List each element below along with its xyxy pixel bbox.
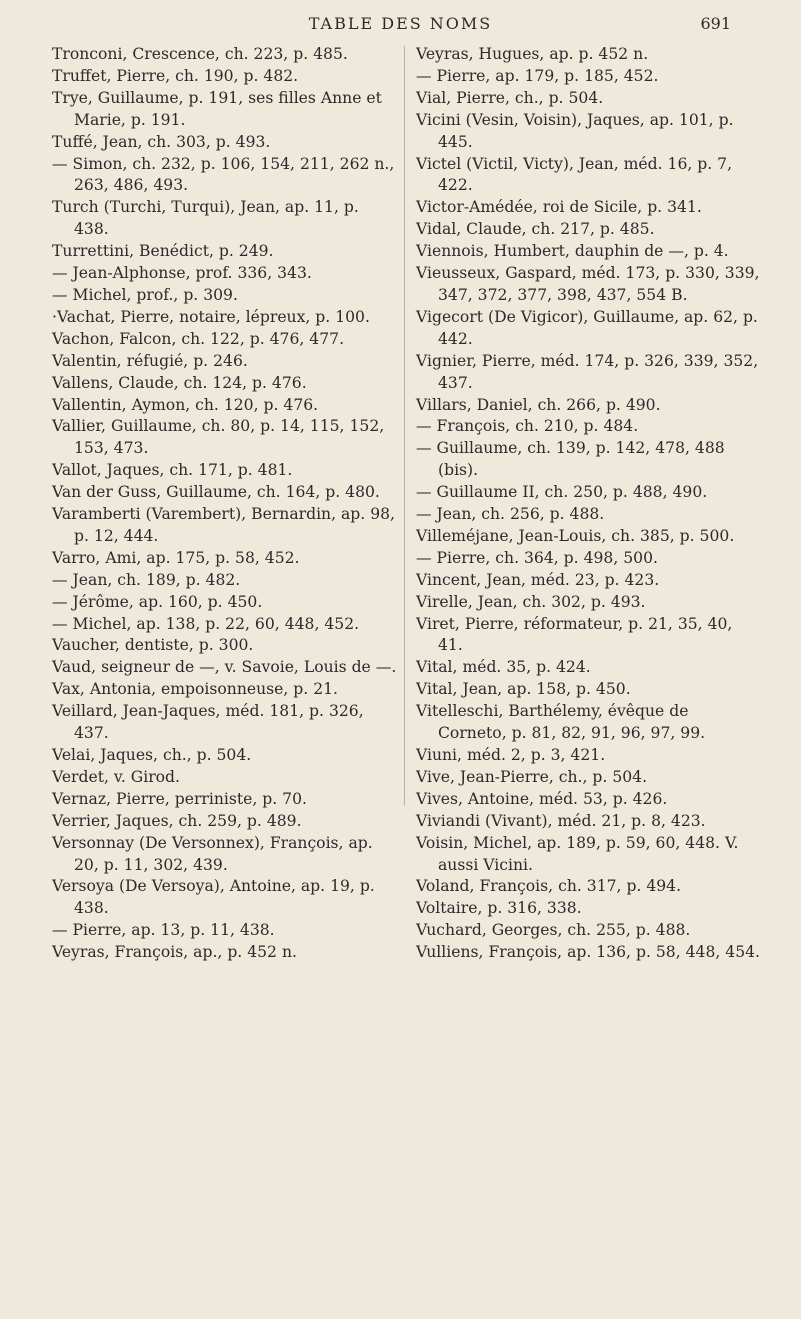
index-entry: Tuffé, Jean, ch. 303, p. 493. — [52, 132, 271, 151]
index-entry: — Jean-Alphonse, prof. 336, 343. — [52, 264, 312, 283]
index-entry: Trye, Guillaume, p. 191, ses filles Anne et Marie, p. 191. — [52, 88, 382, 129]
index-entry: Vidal, Claude, ch. 217, p. 485. — [416, 220, 655, 239]
index-entry: — Guillaume II, ch. 250, p. 488, 490. — [416, 483, 708, 502]
index-entry: Varamberti (Varembert), Bernardin, ap. 98, p. 12, 444. — [52, 505, 396, 545]
index-entry: Voland, François, ch. 317, p. 494. — [416, 877, 682, 896]
index-entry: Tronconi, Crescence, ch. 223, p. 485. — [52, 45, 348, 63]
index-entry: — Pierre, ch. 364, p. 498, 500. — [416, 548, 658, 567]
index-entry: Turch (Turchi, Turqui), Jean, ap. 11, p. 438. — [52, 198, 359, 239]
index-entry: Vallentin, Aymon, ch. 120, p. 476. — [52, 395, 319, 414]
index-entry: Viviandi (Vivant), méd. 21, p. 8, 423. — [416, 811, 706, 830]
index-entry: Vital, Jean, ap. 158, p. 450. — [416, 680, 631, 699]
index-entry: — Jérôme, ap. 160, p. 450. — [52, 592, 263, 611]
index-entry: Vive, Jean-Pierre, ch., p. 504. — [416, 767, 648, 786]
index-entry: — François, ch. 210, p. 484. — [416, 417, 639, 436]
index-entry: Vicini (Vesin, Voisin), Jaques, ap. 101, p. 445. — [416, 110, 734, 151]
index-entry: — Pierre, ap. 179, p. 185, 452. — [416, 66, 659, 85]
left-column — [52, 44, 397, 964]
index-entry: Voltaire, p. 316, 338. — [416, 899, 582, 918]
index-entry: — Michel, ap. 138, p. 22, 60, 448, 452. — [52, 614, 360, 633]
index-entry: Viennois, Humbert, dauphin de —, p. 4. — [416, 242, 729, 261]
index-entry: Victel (Victil, Victy), Jean, méd. 16, p. 7, 422. — [416, 154, 733, 195]
index-entry: Truffet, Pierre, ch. 190, p. 482. — [52, 66, 299, 85]
index-entry: Veillard, Jean-Jaques, méd. 181, p. 326, 437. — [52, 702, 364, 743]
index-entry: Vulliens, François, ap. 136, p. 58, 448, 454. — [416, 943, 761, 962]
index-entry: Varro, Ami, ap. 175, p. 58, 452. — [52, 548, 300, 567]
index-entry: Villars, Daniel, ch. 266, p. 490. — [416, 395, 661, 414]
index-entry: Valentin, réfugié, p. 246. — [52, 351, 248, 370]
index-entry: Virelle, Jean, ch. 302, p. 493. — [416, 592, 646, 611]
index-entry: Vital, méd. 35, p. 424. — [416, 658, 591, 677]
index-entry: Verdet, v. Girod. — [52, 767, 180, 786]
index-entry: — Michel, prof., p. 309. — [52, 285, 238, 304]
index-entry: Vial, Pierre, ch., p. 504. — [416, 88, 604, 107]
running-title: TABLE DES NOMS — [308, 14, 493, 33]
index-entry: Vachon, Falcon, ch. 122, p. 476, 477. — [52, 329, 345, 348]
right-column — [416, 44, 761, 964]
page-number: 691 — [700, 14, 731, 33]
index-entry: ·Vachat, Pierre, notaire, lépreux, p. 100. — [52, 307, 370, 326]
index-entry: — Guillaume, ch. 139, p. 142, 478, 488 (bis). — [416, 439, 725, 480]
index-entry: Vallot, Jaques, ch. 171, p. 481. — [52, 461, 293, 480]
index-entry: Vuchard, Georges, ch. 255, p. 488. — [416, 921, 691, 940]
index-entry: Viuni, méd. 2, p. 3, 421. — [416, 746, 606, 764]
page-header — [0, 10, 801, 40]
index-entry: Vincent, Jean, méd. 23, p. 423. — [416, 570, 660, 589]
index-entry: Vieusseux, Gaspard, méd. 173, p. 330, 339, 347, 372, 377, 398, 437, 554 B. — [416, 264, 760, 304]
index-entry: Vaucher, dentiste, p. 300. — [52, 636, 254, 655]
index-entry: Vernaz, Pierre, perriniste, p. 70. — [52, 789, 307, 808]
index-entry: Vallier, Guillaume, ch. 80, p. 14, 115, 152, 153, 473. — [52, 417, 385, 458]
index-entry: — Simon, ch. 232, p. 106, 154, 211, 262 n., 263, 486, 493. — [52, 154, 395, 195]
index-entry: Vitelleschi, Barthélemy, évêque de Corneto, p. 81, 82, 91, 96, 97, 99. — [416, 702, 706, 743]
index-entry: — Pierre, ap. 13, p. 11, 438. — [52, 921, 275, 940]
index-entry: — Jean, ch. 189, p. 482. — [52, 570, 241, 589]
index-entry: Vives, Antoine, méd. 53, p. 426. — [416, 789, 668, 808]
column-divider — [404, 46, 405, 806]
index-entry: Voisin, Michel, ap. 189, p. 59, 60, 448. V. aussi Vicini. — [416, 833, 739, 874]
index-entry: Verrier, Jaques, ch. 259, p. 489. — [52, 811, 302, 830]
index-entry: Van der Guss, Guillaume, ch. 164, p. 480. — [52, 483, 380, 502]
index-entry: Veyras, François, ap., p. 452 n. — [52, 943, 297, 962]
index-entry: Vaud, seigneur de —, v. Savoie, Louis de —. — [52, 658, 397, 677]
index-entry: Viret, Pierre, réformateur, p. 21, 35, 40, 41. — [416, 614, 733, 655]
index-entry: Vax, Antonia, empoisonneuse, p. 21. — [52, 680, 338, 699]
index-entry: Vallens, Claude, ch. 124, p. 476. — [52, 373, 307, 392]
index-entry: — Jean, ch. 256, p. 488. — [416, 505, 605, 524]
index-entry: Velai, Jaques, ch., p. 504. — [52, 746, 252, 764]
index-entry: Veyras, Hugues, ap. p. 452 n. — [416, 45, 649, 63]
index-entry: Vigecort (De Vigicor), Guillaume, ap. 62, p. 442. — [416, 307, 758, 348]
index-entry: Victor-Amédée, roi de Sicile, p. 341. — [416, 198, 702, 217]
index-entry: Turrettini, Benédict, p. 249. — [52, 242, 274, 261]
index-entry: Villeméjane, Jean-Louis, ch. 385, p. 500. — [416, 526, 735, 545]
index-entry: Versonnay (De Versonnex), François, ap. 20, p. 11, 302, 439. — [52, 833, 373, 874]
index-entry: Vignier, Pierre, méd. 174, p. 326, 339, 352, 437. — [416, 351, 759, 392]
index-entry: Versoya (De Versoya), Antoine, ap. 19, p. 438. — [52, 877, 375, 918]
